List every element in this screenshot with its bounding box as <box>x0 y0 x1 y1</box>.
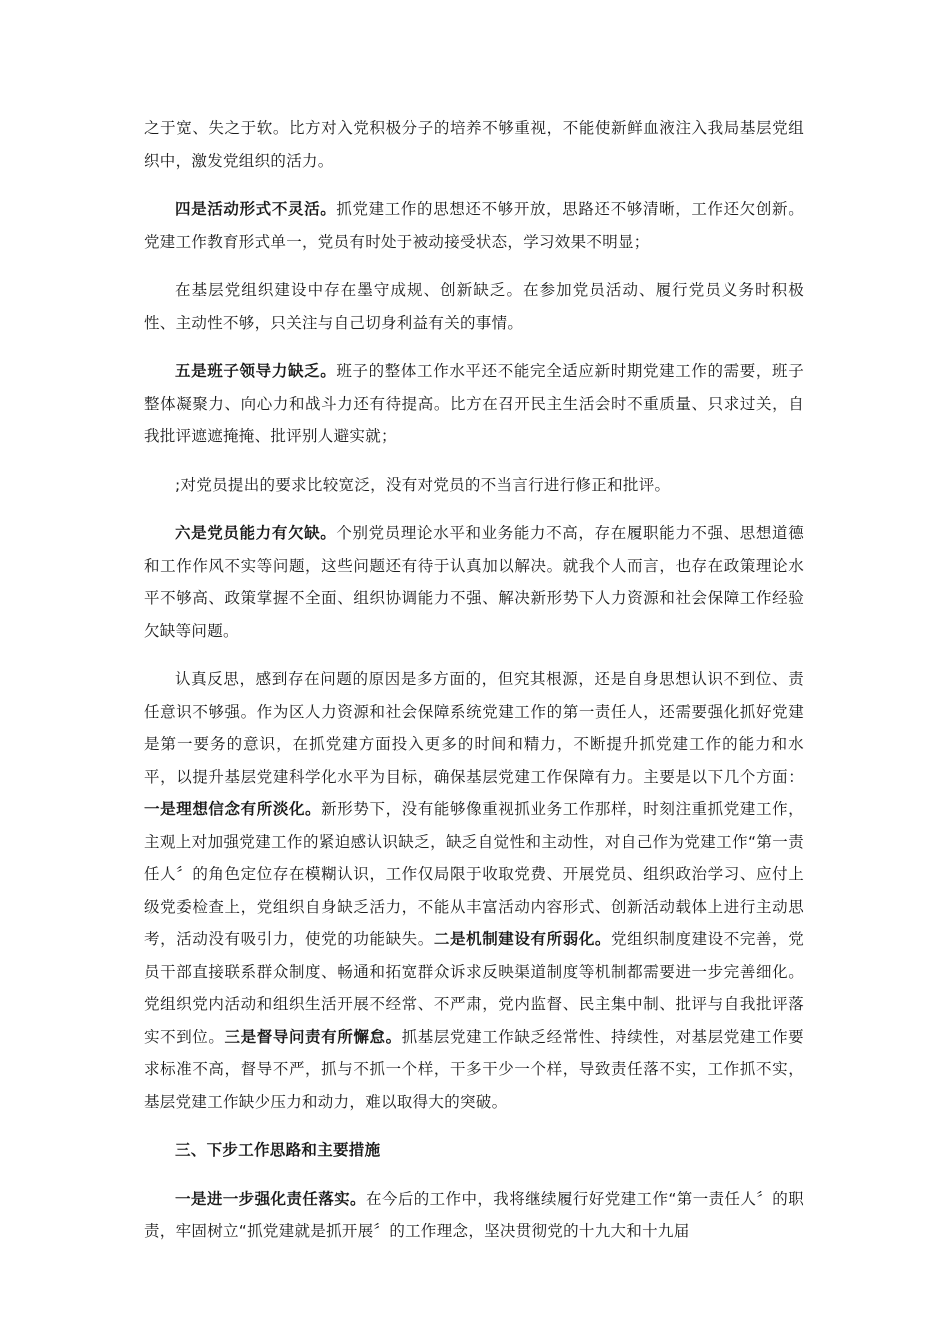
paragraph-leadership <box>144 355 804 453</box>
paragraph-lead: 五是班子领导力缺乏。 <box>175 362 337 380</box>
paragraph-reflection <box>144 663 804 1118</box>
paragraph-activity-form <box>144 193 804 258</box>
paragraph-lead: 四是活动形式不灵活。 <box>175 200 337 218</box>
paragraph-text: 党组织制度建设不完善，党员干部直接联系群众制度、畅通和拓宽群众诉求反映渠道制度等机制都需要进一步完善细化。党组织党内活动和组织生活开展不经常、不严肃，党内监督、民主集中制、批评与自我批评落实不到位。 <box>144 930 804 1046</box>
paragraph-member-ability <box>144 517 804 647</box>
paragraph-lead: 一是进一步强化责任落实。 <box>175 1189 366 1208</box>
paragraph-point-two: 二是机制建设有所弱化。 <box>433 930 612 948</box>
document-body <box>144 112 804 1248</box>
paragraph-text: 抓党建工作的思想还不够开放，思路还不够清晰，工作还欠创新。党建工作教育形式单一，党员有时处于被动接受状态，学习效果不明显； <box>144 200 804 251</box>
section-heading <box>144 1134 804 1167</box>
paragraph-text: 之于宽、失之于软。比方对入党积极分子的培养不够重视，不能使新鲜血液注入我局基层党组织中，激发党组织的活力。 <box>144 119 804 170</box>
section-heading-text: 三、下步工作思路和主要措施 <box>175 1141 381 1159</box>
paragraph-text: 在今后的工作中，我将继续履行好党建工作“第一责任人〞的职责，牢固树立“抓党建就是抓开展〞的工作理念，坚决贯彻党的十九大和十九届 <box>144 1189 804 1240</box>
paragraph-point-three: 三是督导问责有所懈怠。 <box>224 1027 402 1046</box>
paragraph-text: 新形势下，没有能够像重视抓业务工作那样，时刻注重抓党建工作，主观上对加强党建工作的紧迫感认识缺乏，缺乏自觉性和主动性，对自己作为党建工作“第一责任人〞的角色定位存在模糊认识，工作仅局限于收取党费、开展党员、组织政治学习、应付上级党委检查上，党组织自身缺乏活力，不能从丰富活动内容形式、创新活动载体上进行主动思考，活动没有吸引力，使党的功能缺失。 <box>144 800 804 948</box>
paragraph-innovation <box>144 274 804 339</box>
paragraph-text: 抓基层党建工作缺乏经常性、持续性，对基层党建工作要求标准不高，督导不严，抓与不抓一个样，干多干少一个样，导致责任落不实，工作抓不实，基层党建工作缺少压力和动力，难以取得大的突破。 <box>144 1027 804 1111</box>
paragraph-continuation <box>144 112 804 177</box>
paragraph-text: 在基层党组织建设中存在墨守成规、创新缺乏。在参加党员活动、履行党员义务时积极性、主动性不够，只关注与自己切身利益有关的事情。 <box>144 281 804 332</box>
paragraph-member-requirements <box>144 469 804 502</box>
paragraph-lead: 六是党员能力有欠缺。 <box>175 524 337 542</box>
paragraph-text: 个别党员理论水平和业务能力不高，存在履职能力不强、思想道德和工作作风不实等问题，这些问题还有待于认真加以解决。就我个人而言，也存在政策理论水平不够高、政策掌握不全面、组织协调能力不强、解决新形势下人力资源和社会保障工作经验欠缺等问题。 <box>144 524 804 640</box>
paragraph-text: 认真反思，感到存在问题的原因是多方面的，但究其根源，还是自身思想认识不到位、责任意识不够强。作为区人力资源和社会保障系统党建工作的第一责任人，还需要强化抓好党建是第一要务的意识，在抓党建方面投入更多的时间和精力，不断提升抓党建工作的能力和水平，以提升基层党建科学化水平为目标，确保基层党建工作保障有力。主要是以下几个方面： <box>144 670 804 786</box>
paragraph-text: ;对党员提出的要求比较宽泛，没有对党员的不当言行进行修正和批评。 <box>175 475 671 494</box>
paragraph-responsibility <box>144 1183 804 1248</box>
paragraph-point-one: 一是理想信念有所淡化。 <box>144 800 322 818</box>
paragraph-text: 班子的整体工作水平还不能完全适应新时期党建工作的需要，班子整体凝聚力、向心力和战斗力还有待提高。比方在召开民主生活会时不重质量、只求过关，自我批评遮遮掩掩、批评别人避实就； <box>144 362 804 445</box>
